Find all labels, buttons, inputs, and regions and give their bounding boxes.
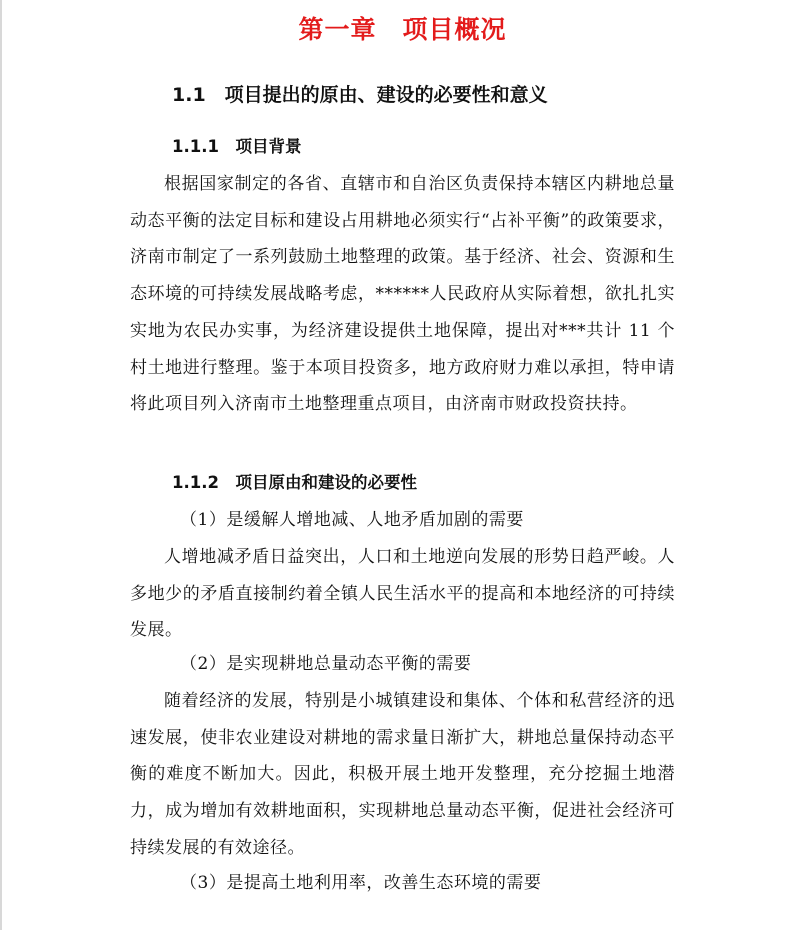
background-paragraph: 根据国家制定的各省、直辖市和自治区负责保持本辖区内耕地总量动态平衡的法定目标和建设占用耕地必须实行“占补平衡”的政策要求，济南市制定了一系列鼓励土地整理的政策。基于经济、社会、资源和生态环境的可持续发展战略考虑，******人民政府从实际着想，欲扎扎实实地为农民办实事，为经济建设提供土地保障，提出对***共计 11 个村土地进行整理。鉴于本项目投资多，地方政府财力难以承担，特申请将此项目列入济南市土地整理重点项目，由济南市财政投资扶持。 <box>130 174 675 415</box>
list-item-paragraph-1: 人增地减矛盾日益突出，人口和土地逆向发展的形势日趋严峻。人多地少的矛盾直接制约着全镇人民生活水平的提高和本地经济的可持续发展。 <box>130 547 675 641</box>
chapter-title: 第一章 项目概况 <box>298 15 507 44</box>
section-heading: 1.1 项目提出的原由、建设的必要性和意义 <box>172 84 548 106</box>
list-item-title-2: （2）是实现耕地总量动态平衡的需要 <box>180 654 472 674</box>
subsection-heading-background: 1.1.1 项目背景 <box>172 137 302 156</box>
page-edge-divider <box>0 0 2 930</box>
list-item-title-1: （1）是缓解人增地减、人地矛盾加剧的需要 <box>180 510 524 530</box>
subsection-heading-necessity: 1.1.2 项目原由和建设的必要性 <box>172 473 417 492</box>
list-item-title-3: （3）是提高土地利用率，改善生态环境的需要 <box>180 873 542 893</box>
list-item-paragraph-2: 随着经济的发展，特别是小城镇建设和集体、个体和私营经济的迅速发展，使非农业建设对耕地的需求量日渐扩大，耕地总量保持动态平衡的难度不断加大。因此，积极开展土地开发整理，充分挖掘土地潜力，成为增加有效耕地面积，实现耕地总量动态平衡，促进社会经济可持续发展的有效途径。 <box>130 691 675 858</box>
